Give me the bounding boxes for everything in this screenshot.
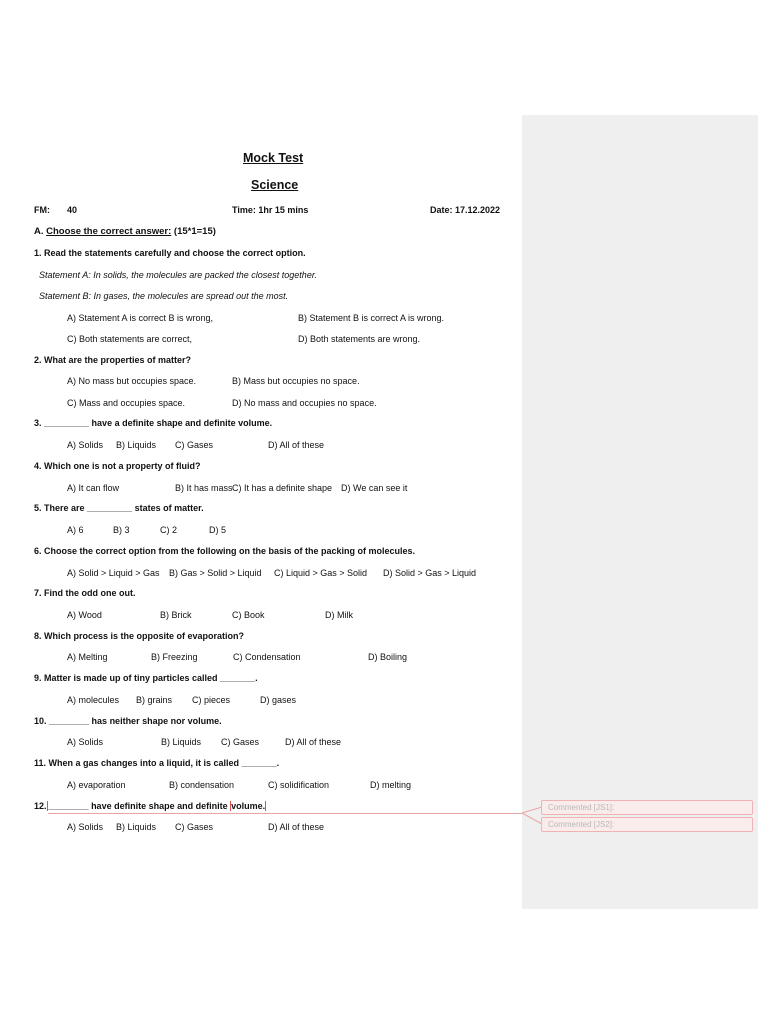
comments-pane [522, 115, 758, 909]
question-11: 11. When a gas changes into a liquid, it is called _______. [34, 758, 280, 768]
q8-option-a: A) Melting [67, 652, 108, 662]
q4-option-a: A) It can flow [67, 483, 120, 493]
time-label: Time: 1hr 15 mins [232, 205, 309, 215]
q7-option-a: A) Wood [67, 610, 102, 620]
comment-connector-line [48, 813, 522, 814]
question-2: 2. What are the properties of matter? [34, 355, 192, 365]
question-10: 10. ________ has neither shape nor volume. [34, 716, 222, 726]
q5-option-d: D) 5 [209, 525, 227, 535]
q4-option-d: D) We can see it [341, 483, 408, 493]
q10-option-d: D) All of these [285, 737, 342, 747]
q6-option-b: B) Gas > Solid > Liquid [169, 568, 262, 578]
q4-option-b: B) It has mass [175, 483, 233, 493]
q11-option-a: A) evaporation [67, 780, 126, 790]
q12-option-a: A) Solids [67, 822, 104, 832]
document-title: Mock Test [243, 151, 304, 165]
statement-b: Statement B: In gases, the molecules are spread out the most. [39, 291, 289, 301]
q1-option-c: C) Both statements are correct, [67, 334, 193, 344]
comment-balloon-2[interactable]: Commented [JS2]: [541, 817, 753, 832]
q10-option-b: B) Liquids [161, 737, 202, 747]
question-7: 7. Find the odd one out. [34, 588, 136, 598]
q3-option-d: D) All of these [268, 440, 325, 450]
q12-option-d: D) All of these [268, 822, 325, 832]
q6-option-d: D) Solid > Gas > Liquid [383, 568, 477, 578]
question-4: 4. Which one is not a property of fluid? [34, 461, 201, 471]
comment-balloon-1[interactable]: Commented [JS1]: [541, 800, 753, 815]
q12-option-c: C) Gases [175, 822, 214, 832]
date-label: Date: 17.12.2022 [430, 205, 501, 215]
q7-option-d: D) Milk [325, 610, 353, 620]
question-6: 6. Choose the correct option from the following on the basis of the packing of molecules. [34, 546, 416, 556]
q2-option-d: D) No mass and occupies no space. [232, 398, 377, 408]
comment-anchor-1[interactable]: ________ [48, 801, 89, 811]
q12-option-b: B) Liquids [116, 822, 157, 832]
q11-option-d: D) melting [370, 780, 412, 790]
question-12[interactable]: 12. ________ have definite shape and definite volume. [34, 801, 266, 811]
question-9: 9. Matter is made up of tiny particles called _______. [34, 673, 258, 683]
q11-option-b: B) condensation [169, 780, 235, 790]
q8-option-d: D) Boiling [368, 652, 408, 662]
q2-option-b: B) Mass but occupies no space. [232, 376, 360, 386]
question-1: 1. Read the statements carefully and choose the correct option. [34, 248, 306, 258]
q1-option-d: D) Both statements are wrong. [298, 334, 421, 344]
q3-option-c: C) Gases [175, 440, 214, 450]
question-5: 5. There are _________ states of matter. [34, 503, 204, 513]
q3-option-a: A) Solids [67, 440, 104, 450]
q6-option-a: A) Solid > Liquid > Gas [67, 568, 160, 578]
q2-option-c: C) Mass and occupies space. [67, 398, 186, 408]
q6-option-c: C) Liquid > Gas > Solid [274, 568, 368, 578]
q5-option-a: A) 6 [67, 525, 84, 535]
q9-option-d: D) gases [260, 695, 297, 705]
q10-option-c: C) Gases [221, 737, 260, 747]
section-heading: A. Choose the correct answer: (15*1=15) [34, 226, 216, 237]
q9-option-c: C) pieces [192, 695, 231, 705]
question-8: 8. Which process is the opposite of evaporation? [34, 631, 245, 641]
q1-option-a: A) Statement A is correct B is wrong, [67, 313, 214, 323]
q1-option-b: B) Statement B is correct A is wrong. [298, 313, 445, 323]
comment-anchor-2[interactable]: volume. [231, 801, 266, 811]
q7-option-c: C) Book [232, 610, 265, 620]
statement-a: Statement A: In solids, the molecules are packed the closest together. [39, 270, 317, 280]
document-subject: Science [251, 178, 299, 192]
q4-option-c: C) It has a definite shape [232, 483, 333, 493]
q2-option-a: A) No mass but occupies space. [67, 376, 197, 386]
q7-option-b: B) Brick [160, 610, 192, 620]
fm-label: FM: [34, 205, 50, 215]
q3-option-b: B) Liquids [116, 440, 157, 450]
q5-option-b: B) 3 [113, 525, 130, 535]
q9-option-b: B) grains [136, 695, 173, 705]
q8-option-b: B) Freezing [151, 652, 198, 662]
fm-value: 40 [67, 205, 78, 215]
question-3: 3. _________ have a definite shape and definite volume. [34, 418, 273, 428]
q5-option-c: C) 2 [160, 525, 178, 535]
q10-option-a: A) Solids [67, 737, 104, 747]
q11-option-c: C) solidification [268, 780, 330, 790]
q8-option-c: C) Condensation [233, 652, 301, 662]
q9-option-a: A) molecules [67, 695, 120, 705]
